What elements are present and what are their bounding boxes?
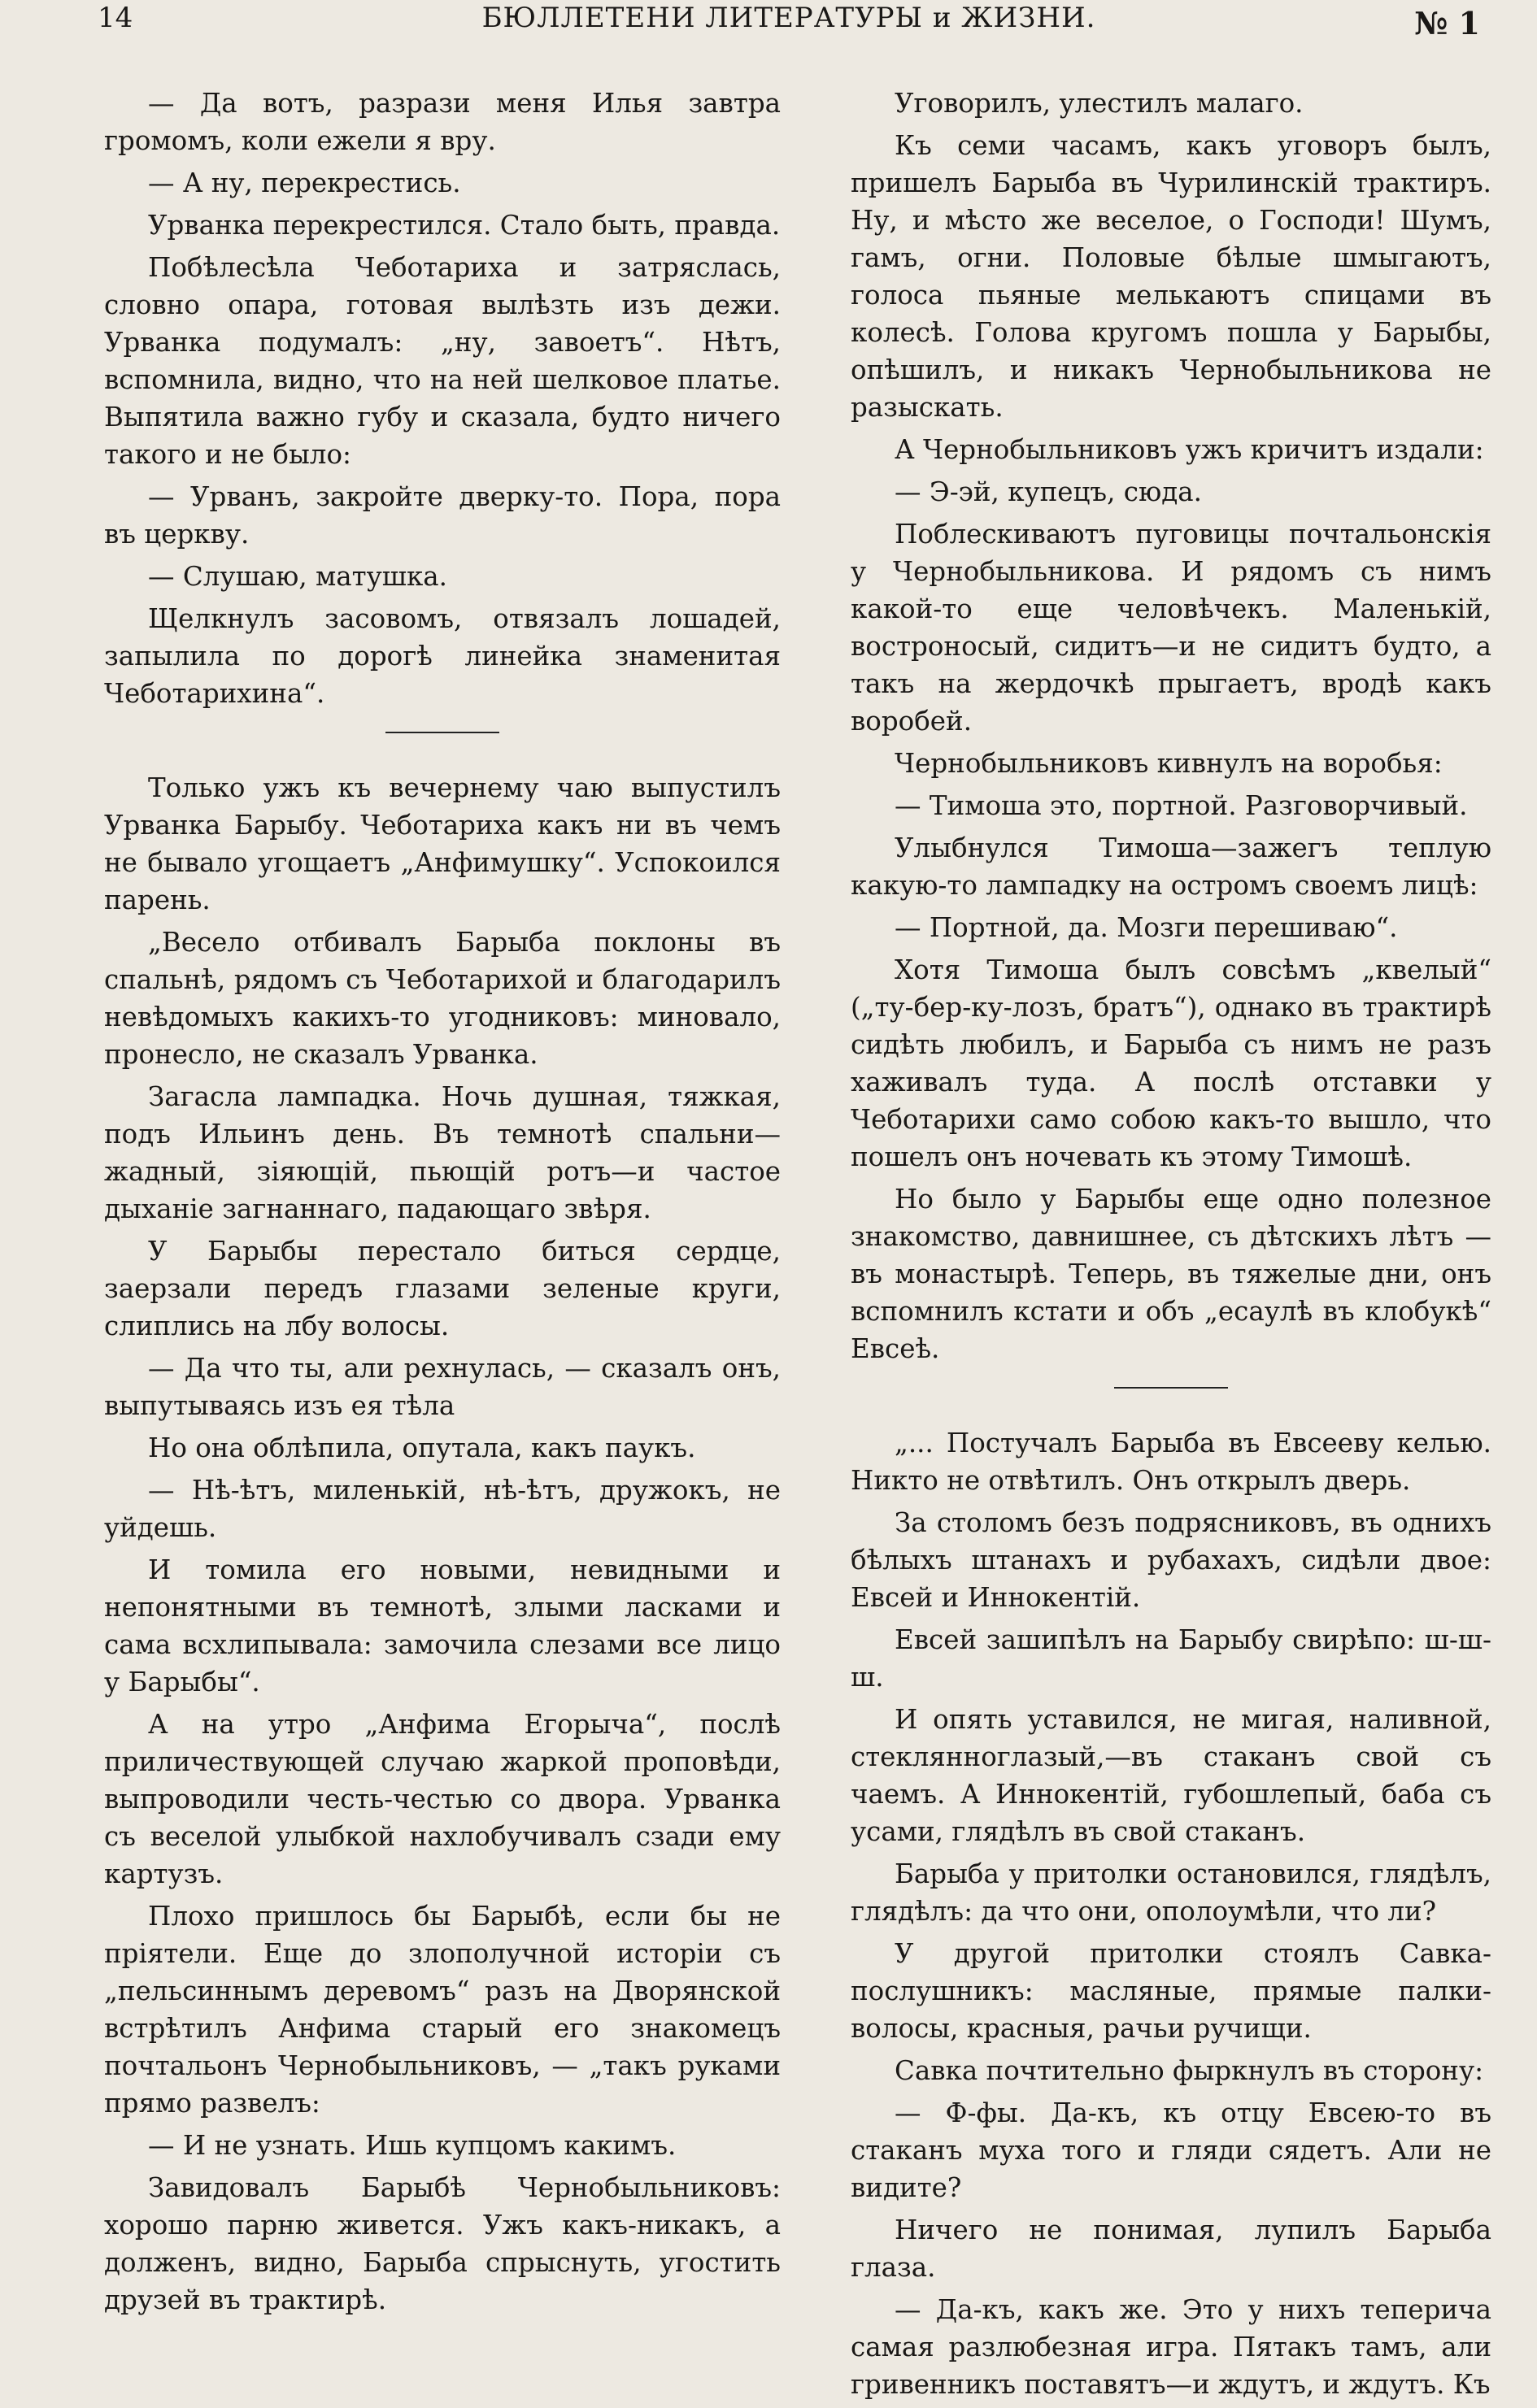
paragraph: Къ семи часамъ, какъ уговоръ былъ, пришелъ Барыба въ Чурилинскій трактиръ. Ну, и мѣсто же веселое, о Господи! Шумъ, гамъ, огни. Половые бѣлые шмыгаютъ, голоса пьяные мелькаютъ спицами въ колесѣ. Голова кругомъ пошла у Барыбы, опѣшилъ, и никакъ Чернобыльникова не разыскать.	[851, 130, 1491, 423]
issue-number: № 1	[1414, 5, 1480, 41]
paragraph: А на утро „Анфима Егорыча“, послѣ приличествующей случаю жаркой проповѣди, выпроводили честь-честью со двора. Урванка съ веселой улыбкой нахлобучивалъ сзади ему картузъ.	[104, 1709, 781, 1889]
right-block-2	[851, 1424, 1491, 2403]
paragraph: — А ну, перекрестись.	[148, 167, 461, 198]
paragraph: Хотя Тимоша былъ совсѣмъ „квелый“ („ту-бер-ку-лозъ, братъ“), однако въ трактирѣ сидѣть любилъ, и Барыба съ нимъ не разъ хаживалъ туда. А послѣ отставки у Чеботарихи само собою какъ-то вышло, что пошелъ онъ ночевать къ этому Тимошѣ.	[851, 954, 1491, 1172]
paragraph: „... Постучалъ Барыба въ Евсееву келью. Никто не отвѣтилъ. Онъ открылъ дверь.	[851, 1428, 1491, 1496]
paragraph: Щелкнулъ засовомъ, отвязалъ лошадей, запылила по дорогѣ линейка знаменитая Чеботарихина“.	[104, 603, 781, 709]
paragraph: Но она облѣпила, опутала, какъ паукъ.	[148, 1432, 696, 1463]
paragraph: Завидовалъ Барыбѣ Чернобыльниковъ: хорошо парню живется. Ужъ какъ-никакъ, а долженъ, видно, Барыба спрыснуть, угостить друзей въ трактирѣ.	[104, 2172, 781, 2315]
paragraph: „Весело отбивалъ Барыба поклоны въ спальнѣ, рядомъ съ Чеботарихой и благодарилъ невѣдомыхъ какихъ-то угодниковъ: миновало, пронесло, не сказалъ Урванка.	[104, 927, 781, 1070]
paragraph: — Слушаю, матушка.	[148, 561, 448, 592]
paragraph: — И не узнать. Ишь купцомъ какимъ.	[148, 2130, 677, 2161]
page-number: 14	[98, 2, 133, 34]
paragraph: Поблескиваютъ пуговицы почтальонскія у Чернобыльникова. И рядомъ съ нимъ какой-то еще человѣчекъ. Маленькій, востроносый, сидитъ—и не сидитъ будто, а такъ на жердочкѣ прыгаетъ, вродѣ какъ воробей.	[851, 519, 1491, 737]
section-separator	[385, 732, 499, 733]
paragraph: Но было у Барыбы еще одно полезное знакомство, давнишнее, съ дѣтскихъ лѣтъ — въ монастырѣ. Теперь, въ тяжелые дни, онъ вспомнилъ кстати и объ „есаулѣ въ клобукѣ“ Евсеѣ.	[851, 1184, 1491, 1364]
left-column	[104, 85, 781, 2323]
paragraph: Уговорилъ, улестилъ малаго.	[895, 88, 1304, 119]
paragraph: Только ужъ къ вечернему чаю выпустилъ Урванка Барыбу. Чеботариха какъ ни въ чемъ не бывало угощаетъ „Анфимушку“. Успокоился парень.	[104, 772, 781, 915]
right-column	[851, 85, 1491, 2408]
paragraph: Плохо пришлось бы Барыбѣ, если бы не пріятели. Еще до злополучной исторіи съ „пельсиннымъ деревомъ“ разъ на Дворянской встрѣтилъ Анфима старый его знакомецъ почтальонъ Чернобыльниковъ, — „такъ руками прямо развелъ:	[104, 1901, 781, 2119]
paragraph: — Портной, да. Мозги перешиваю“.	[895, 912, 1398, 943]
paragraph: — Да вотъ, разрази меня Илья завтра громомъ, коли ежели я вру.	[104, 88, 781, 156]
paragraph: За столомъ безъ подрясниковъ, въ однихъ бѣлыхъ штанахъ и рубахахъ, сидѣли двое: Евсей и Иннокентій.	[851, 1507, 1491, 1613]
journal-title: БЮЛЛЕТЕНИ ЛИТЕРАТУРЫ и ЖИЗНИ.	[481, 2, 1096, 34]
paragraph: — Э-эй, купецъ, сюда.	[895, 476, 1202, 507]
paragraph: И томила его новыми, невидными и непонятными въ темнотѣ, злыми ласками и сама всхлипывала: замочила слезами все лицо у Барыбы“.	[104, 1554, 781, 1697]
section-separator	[1114, 1387, 1228, 1389]
paragraph: Евсей зашипѣлъ на Барыбу свирѣпо: ш-ш-ш.	[851, 1624, 1491, 1693]
paragraph: Савка почтительно фыркнулъ въ сторону:	[895, 2055, 1484, 2086]
paragraph: У Барыбы перестало биться сердце, заерзали передъ глазами зеленые круги, слиплись на лбу волосы.	[104, 1236, 781, 1341]
paragraph: — Урванъ, закройте дверку-то. Пора, пора въ церкву.	[104, 481, 781, 550]
paragraph: Чернобыльниковъ кивнулъ на воробья:	[895, 748, 1443, 779]
left-block-2	[104, 769, 781, 2319]
paragraph: У другой притолки стоялъ Савка-послушникъ: масляные, прямые палки-волосы, красныя, рачьи ручищи.	[851, 1938, 1491, 2044]
paragraph: — Да что ты, али рехнулась, — сказалъ онъ, выпутываясь изъ ея тѣла	[104, 1353, 781, 1421]
right-block-1	[851, 85, 1491, 1367]
paragraph: — Ф-фы. Да-къ, къ отцу Евсею-то въ стаканъ муха того и гляди сядетъ. Али не видите?	[851, 2097, 1491, 2203]
left-block-1	[104, 85, 781, 712]
paragraph: Побѣлесѣла Чеботариха и затряслась, словно опара, готовая вылѣзть изъ дежи. Урванка подумалъ: „ну, завоетъ“. Нѣтъ, вспомнила, видно, что на ней шелковое платье. Выпятила важно губу и сказала, будто ничего такого и не было:	[104, 252, 781, 470]
paragraph: Урванка перекрестился. Стало быть, правда.	[148, 210, 781, 241]
paragraph: — Да-къ, какъ же. Это у нихъ теперича самая разлюбезная игра. Пятакъ тамъ, али гривенникъ поставятъ—и ждутъ, и ждутъ. Къ	[851, 2294, 1491, 2400]
paragraph: И опять уставился, не мигая, наливной, стекляннoглазый,—въ стаканъ свой съ чаемъ. А Иннокентій, губошлепый, баба съ усами, глядѣлъ въ свой стаканъ.	[851, 1704, 1491, 1847]
paragraph: А Чернобыльниковъ ужъ кричитъ издали:	[895, 434, 1484, 465]
paragraph: Загасла лампадка. Ночь душная, тяжкая, подъ Ильинъ день. Въ темнотѣ спальни—жадный, зіяющій, пьющій ротъ—и частое дыханіе загнаннаго, падающаго звѣря.	[104, 1081, 781, 1224]
paragraph: — Нѣ-ѣтъ, миленькій, нѣ-ѣтъ, дружокъ, не уйдешь.	[104, 1475, 781, 1543]
paragraph: — Тимоша это, портной. Разговорчивый.	[895, 790, 1468, 821]
page-header	[98, 2, 1480, 49]
paragraph: Барыба у притолки остановился, глядѣлъ, глядѣлъ: да что они, ополоумѣли, что ли?	[851, 1858, 1491, 1927]
paragraph: Ничего не понимая, лупилъ Барыба глаза.	[851, 2215, 1491, 2283]
paragraph: Улыбнулся Тимоша—зажегъ теплую какую-то лампадку на остромъ своемъ лицѣ:	[851, 832, 1491, 901]
